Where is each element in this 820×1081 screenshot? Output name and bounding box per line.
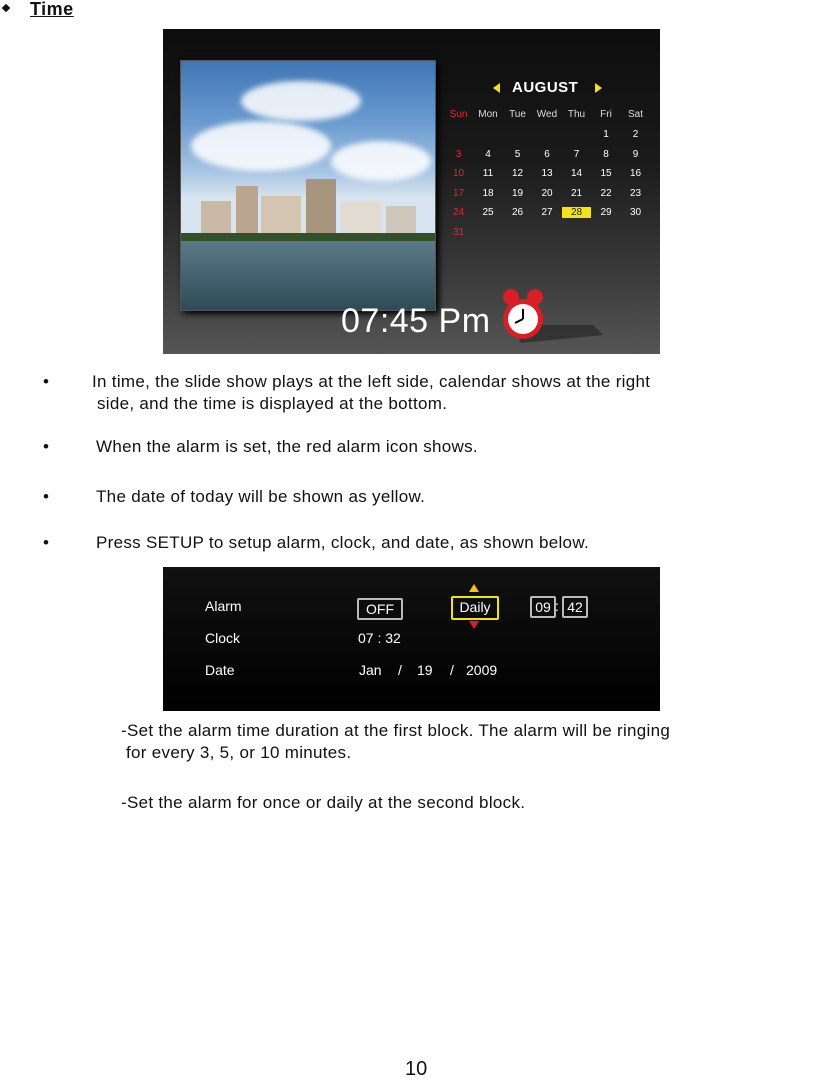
- calendar-day: 29: [600, 207, 612, 218]
- bullet-icon: •: [43, 487, 49, 506]
- calendar-day: 7: [573, 148, 580, 160]
- note-text-cont: for every 3, 5, or 10 minutes.: [126, 743, 352, 762]
- calendar-day: 12: [511, 168, 524, 179]
- photo-cloud: [191, 121, 331, 171]
- weekday-header: Thu: [567, 109, 586, 120]
- bullet-text: Press SETUP to setup alarm, clock, and date, as shown below.: [96, 533, 589, 552]
- calendar-day: 2: [632, 129, 639, 140]
- bullet-text: In time, the slide show plays at the left side, calendar shows at the right: [92, 372, 651, 391]
- calendar-day: 24: [452, 207, 465, 218]
- bullet-text: When the alarm is set, the red alarm icon shows.: [96, 437, 478, 456]
- weekday-header: Wed: [536, 109, 558, 120]
- photo-cloud: [331, 141, 431, 181]
- diamond-bullet-icon: [2, 4, 10, 12]
- clock-value[interactable]: 07 : 32: [358, 630, 401, 646]
- section-heading: Time: [30, 0, 74, 19]
- calendar-day: 19: [511, 187, 524, 199]
- bullet-text: The date of today will be shown as yellow.: [96, 487, 426, 506]
- calendar-day: 3: [455, 148, 462, 160]
- clock-label: Clock: [205, 630, 241, 646]
- weekday-header: Sat: [627, 109, 643, 120]
- calendar-day: 26: [511, 207, 524, 218]
- page-number: 10: [405, 1058, 428, 1080]
- date-day[interactable]: 19: [417, 662, 433, 678]
- calendar-day: 8: [603, 148, 609, 160]
- calendar-day: 20: [541, 187, 553, 199]
- weekday-header: Mon: [478, 109, 498, 120]
- bullet-icon: •: [43, 437, 49, 456]
- next-month-icon[interactable]: [595, 83, 602, 93]
- alarm-hour-box[interactable]: 09: [530, 596, 556, 618]
- calendar-day: 10: [452, 168, 465, 179]
- alarm-time-separator: :: [555, 598, 559, 614]
- photo-cloud: [241, 81, 361, 121]
- calendar-day: 30: [629, 207, 642, 218]
- date-label: Date: [205, 662, 235, 678]
- calendar-day: 18: [482, 187, 494, 199]
- date-month[interactable]: Jan: [359, 662, 382, 678]
- alarm-label: Alarm: [205, 598, 242, 614]
- alarm-minute-box[interactable]: 42: [562, 596, 588, 618]
- weekday-header: Fri: [600, 109, 612, 120]
- note-text: -Set the alarm for once or daily at the second block.: [121, 793, 526, 812]
- alarm-clock-icon: [493, 285, 603, 345]
- slideshow-photo: [180, 60, 436, 311]
- frame-screen-time-view: [163, 29, 660, 354]
- calendar-day: 1: [603, 129, 609, 140]
- calendar-day: 31: [452, 226, 465, 238]
- calendar-day: 21: [570, 187, 583, 199]
- calendar-day: 16: [629, 168, 642, 179]
- calendar-day: 25: [482, 207, 494, 218]
- photo-water: [181, 241, 435, 311]
- calendar-day: 23: [629, 187, 642, 199]
- calendar-day-today: 28: [562, 207, 591, 218]
- up-arrow-icon[interactable]: [469, 584, 479, 592]
- date-separator: /: [450, 662, 454, 678]
- bullet-icon: •: [43, 372, 49, 391]
- bullet-text-cont: side, and the time is displayed at the bottom.: [97, 394, 448, 413]
- calendar-day: 22: [600, 187, 612, 199]
- photo-building: [306, 179, 336, 241]
- calendar-day: 17: [452, 187, 465, 199]
- setup-screen: [163, 567, 660, 711]
- calendar-day: 4: [485, 148, 491, 160]
- down-arrow-icon[interactable]: [469, 621, 479, 629]
- weekday-header: Tue: [509, 109, 526, 120]
- calendar-day: 5: [514, 148, 521, 160]
- date-year[interactable]: 2009: [466, 662, 498, 678]
- alarm-mode-box[interactable]: Daily: [451, 596, 499, 620]
- calendar-day: 13: [541, 168, 553, 179]
- alarm-duration-box[interactable]: OFF: [357, 598, 403, 620]
- calendar-day: 11: [482, 168, 494, 179]
- calendar-day: 9: [632, 148, 639, 160]
- date-separator: /: [398, 662, 402, 678]
- bullet-icon: •: [43, 533, 49, 552]
- calendar-day: 15: [600, 168, 612, 179]
- calendar-month: AUGUST: [512, 79, 579, 96]
- weekday-header: Sun: [449, 109, 468, 120]
- calendar-day: 27: [541, 207, 553, 218]
- note-text: -Set the alarm time duration at the first block. The alarm will be ringing: [121, 721, 671, 740]
- calendar-day: 14: [570, 168, 583, 179]
- clock-display: 07:45 Pm: [341, 302, 491, 340]
- calendar-day: 6: [544, 148, 550, 160]
- prev-month-icon[interactable]: [493, 83, 500, 93]
